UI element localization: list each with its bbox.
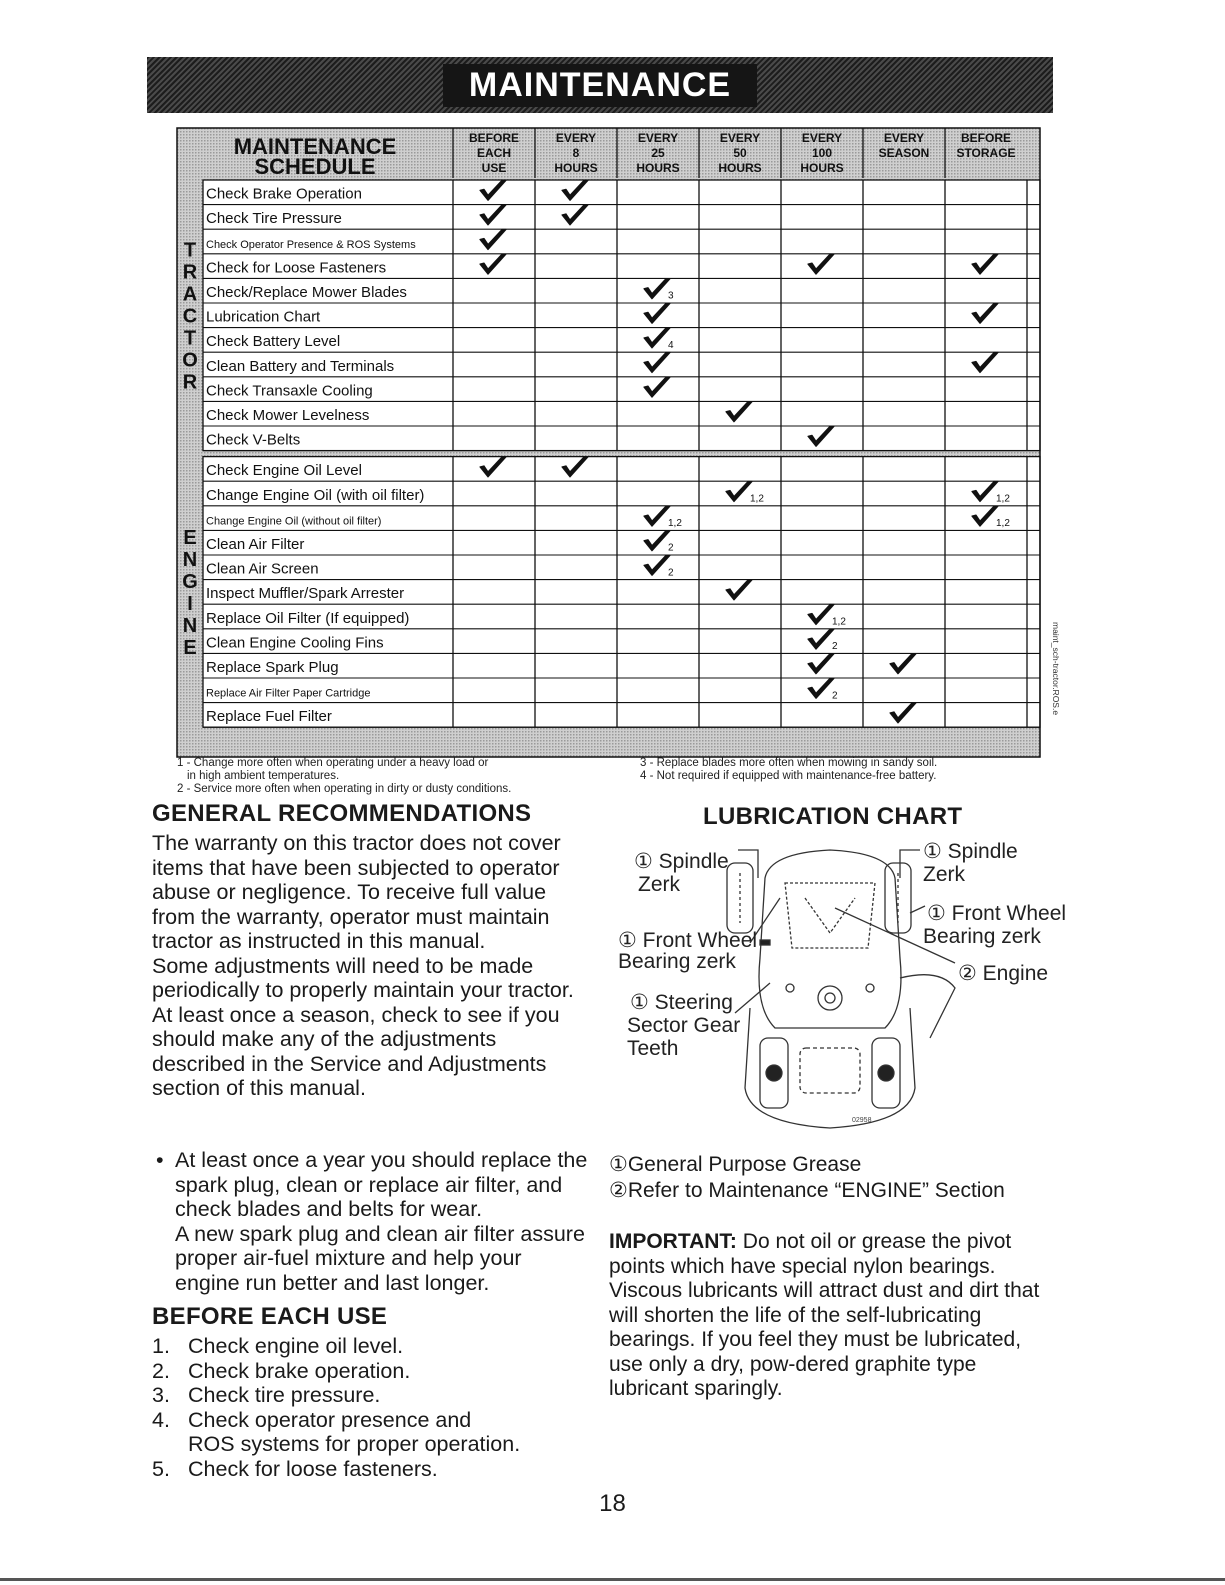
task-label: Check for Loose Fasteners (206, 259, 387, 277)
task-label: Replace Oil Filter (If equipped) (206, 609, 410, 627)
footnote: 1 - Change more often when operating under a heavy load or (177, 757, 489, 769)
task-label: Clean Air Screen (206, 560, 319, 578)
task-label: Check Battery Level (206, 333, 341, 351)
label-spindle-right-2: Zerk (923, 863, 965, 886)
list-item: 4. Check operator presence and (152, 1407, 472, 1432)
label-spindle-right: ① Spindle (923, 840, 1018, 863)
schedule-title: MAINTENANCE (233, 134, 397, 159)
column-header: EVERY (801, 131, 843, 145)
footnote: 2 - Service more often when operating in dirty or dusty conditions. (177, 783, 512, 795)
task-label: Clean Battery and Terminals (206, 357, 395, 375)
check-footnote: 2 (668, 567, 674, 579)
group-label-letter: E (183, 526, 197, 549)
check-footnote: 1,2 (832, 616, 846, 628)
column-header: HOURS (800, 161, 844, 175)
label-spindle-left: ① Spindle (634, 850, 729, 873)
group-label-letter: R (182, 261, 198, 284)
column-header: STORAGE (956, 146, 1016, 160)
column-header: EVERY (883, 131, 925, 145)
column-header: HOURS (718, 161, 762, 175)
column-header: EVERY (637, 131, 679, 145)
task-label: Replace Fuel Filter (206, 708, 332, 726)
label-front-wheel-left-2: Bearing zerk (618, 950, 736, 973)
group-label-letter: N (182, 614, 198, 637)
before-each-use-heading: BEFORE EACH USE (152, 1303, 388, 1330)
list-item: 3. Check tire pressure. (152, 1383, 381, 1407)
before-each-use-list (152, 1334, 520, 1481)
group-label-letter: E (183, 636, 197, 659)
bullet-text-continued: A new spark plug and clean air filter assure proper air-fuel mixture and help your engine run better and last longer. (175, 1221, 585, 1295)
maintenance-schedule-table (177, 128, 1040, 757)
task-label: Clean Air Filter (206, 536, 305, 553)
group-label-letter: R (182, 371, 198, 394)
check-footnote: 1,2 (996, 518, 1010, 530)
tractor-top-view-illustration (600, 838, 1070, 1138)
bullet-text: At least once a year you should replace the spark plug, clean or replace air filter, and check blades and belts for wear. (175, 1148, 588, 1221)
check-footnote: 2 (832, 641, 838, 653)
bullet-dot: • (156, 1148, 164, 1172)
group-label-letter: T (183, 327, 197, 350)
label-front-wheel-right-2: Bearing zerk (923, 925, 1041, 948)
bottom-rule (0, 1578, 1225, 1581)
check-footnote: 1,2 (996, 493, 1010, 505)
task-label: Check V-Belts (206, 431, 301, 449)
schedule-title: SCHEDULE (254, 154, 376, 179)
task-label: Check Tire Pressure (206, 210, 342, 228)
task-label: Check Engine Oil Level (206, 462, 362, 480)
column-header: 100 (811, 146, 833, 160)
task-label: Check Brake Operation (206, 185, 362, 203)
footnotes-left (177, 757, 511, 796)
legend-item: ①General Purpose Grease (609, 1153, 862, 1176)
column-header: 8 (572, 146, 580, 160)
check-footnote: 1,2 (750, 493, 764, 505)
paragraph: Some adjustments will need to be made periodically to properly maintain your tractor. (152, 953, 574, 1002)
banner-title: MAINTENANCE (443, 64, 757, 107)
footnotes-right (640, 757, 937, 783)
label-front-wheel-right: ① Front Wheel (927, 902, 1067, 925)
task-label: Check Transaxle Cooling (206, 382, 373, 400)
footnote: 4 - Not required if equipped with maintenance-free battery. (640, 770, 937, 782)
column-header: USE (481, 161, 507, 175)
list-item: 2. Check brake operation. (152, 1358, 411, 1383)
page-number: 18 (599, 1490, 626, 1517)
column-header: 25 (651, 146, 665, 160)
legend-item: ②Refer to Maintenance “ENGINE” Section (609, 1179, 1005, 1202)
page-banner (147, 57, 1053, 113)
task-label: Lubrication Chart (206, 308, 321, 326)
footnote: in high ambient temperatures. (187, 770, 340, 782)
group-label-letter: T (183, 239, 197, 262)
group-label-letter: O (182, 349, 198, 372)
important-note (609, 1230, 1059, 1402)
paragraph: At least once a season, check to see if you should make any of the adjustments described in the Service and Adjustments section of this manual. (152, 1002, 560, 1100)
lubrication-diagram (600, 838, 1070, 1138)
group-label-letter: N (182, 548, 198, 571)
list-item: ROS systems for proper operation. (188, 1432, 521, 1456)
column-header: BEFORE (468, 131, 520, 145)
important-text: Do not oil or grease the pivot points which have special nylon bearings. Viscous lubricants will attract dust and dirt that will shorten the life of the self-lubricating bearings. If you feel they must be lubricated, use only a dry, pow-dered graphite type lubricant sparingly. (609, 1230, 1040, 1400)
group-label-letter: G (182, 570, 198, 593)
lubrication-legend (609, 1152, 1005, 1204)
column-header: HOURS (636, 161, 680, 175)
check-footnote: 2 (668, 542, 674, 554)
column-header: HOURS (554, 161, 598, 175)
important-label: IMPORTANT: (609, 1230, 737, 1253)
column-header: EVERY (555, 131, 597, 145)
label-engine: ② Engine (958, 962, 1049, 985)
task-label: Change Engine Oil (without oil filter) (206, 515, 382, 528)
side-code-text: maint_sch-tractor.ROS.e (1051, 622, 1061, 716)
label-steering-2: Sector Gear (627, 1014, 741, 1037)
label-front-wheel-left: ① Front Wheel (618, 929, 758, 952)
figure-code: 02958 (852, 1117, 872, 1124)
general-recommendations-heading: GENERAL RECOMMENDATIONS (152, 800, 532, 827)
column-header: SEASON (878, 146, 930, 160)
task-label: Check Mower Levelness (206, 407, 370, 424)
list-item: 5. Check for loose fasteners. (152, 1456, 438, 1481)
task-label: Change Engine Oil (with oil filter) (206, 486, 425, 504)
group-label-letter: C (182, 305, 198, 328)
check-footnote: 2 (832, 690, 838, 702)
paragraph: The warranty on this tractor does not cover items that have been subjected to operator abuse or negligence. To receive full value from the warranty, operator must maintain tractor as instructed in this manual. (152, 831, 561, 953)
task-label: Replace Air Filter Paper Cartridge (206, 687, 371, 700)
group-label-letter: A (182, 283, 198, 306)
task-label: Clean Engine Cooling Fins (206, 634, 384, 652)
schedule-grid (177, 128, 1040, 757)
column-header: EACH (476, 146, 512, 160)
footnote: 3 - Replace blades more often when mowing in sandy soil. (640, 757, 938, 769)
label-spindle-left-2: Zerk (638, 873, 680, 896)
check-footnote: 3 (668, 290, 674, 302)
column-header: BEFORE (960, 131, 1012, 145)
general-recommendations-text (152, 831, 592, 1101)
task-label: Check Operator Presence & ROS Systems (206, 238, 416, 251)
label-steering-3: Teeth (627, 1037, 679, 1060)
lubrication-chart-heading: LUBRICATION CHART (703, 803, 963, 830)
task-label: Replace Spark Plug (206, 659, 339, 676)
task-label: Check/Replace Mower Blades (206, 284, 407, 301)
group-label-letter: I (187, 592, 193, 615)
label-steering: ① Steering (630, 991, 733, 1014)
column-header: 50 (733, 146, 747, 160)
task-label: Inspect Muffler/Spark Arrester (206, 585, 405, 603)
list-item: 1. Check engine oil level. (152, 1334, 404, 1358)
recommendation-bullet (152, 1148, 592, 1295)
check-footnote: 1,2 (668, 518, 682, 530)
side-code (1043, 620, 1061, 730)
column-header: EVERY (719, 131, 761, 145)
check-footnote: 4 (668, 339, 674, 351)
